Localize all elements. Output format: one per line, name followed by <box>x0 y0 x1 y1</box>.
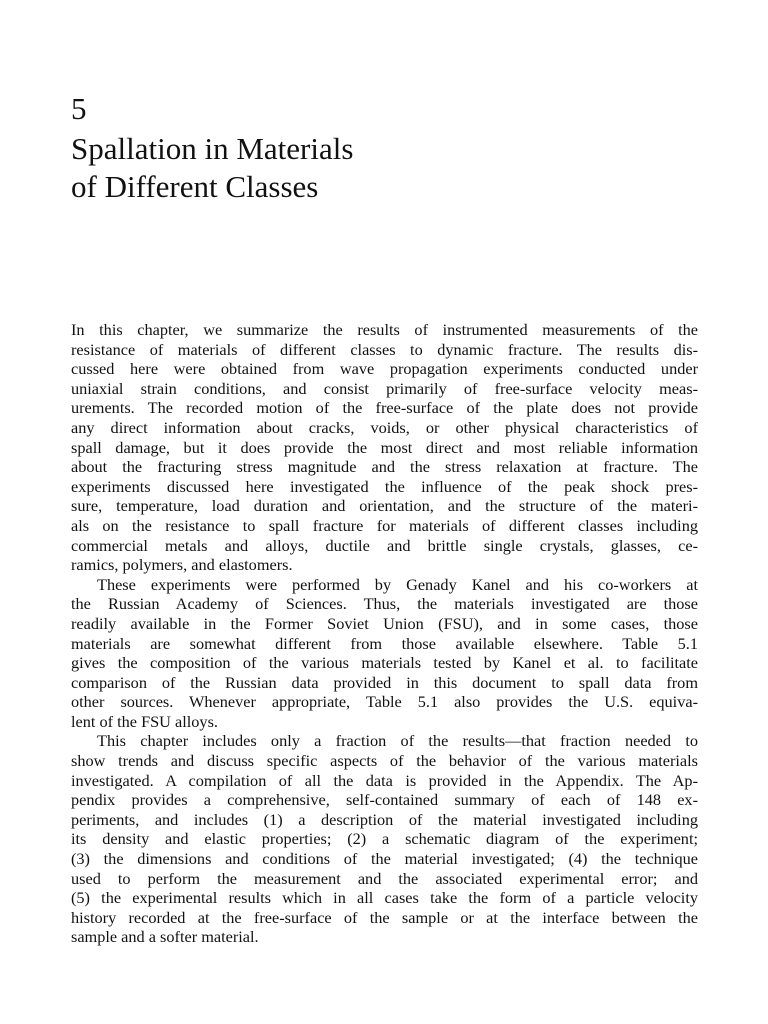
text-line: uniaxial strain conditions, and consist primarily of free-surface velocity meas- <box>71 378 698 398</box>
text-line: its density and elastic properties; (2) a schematic diagram of the experiment; <box>71 829 698 849</box>
text-line: (5) the experimental results which in all cases take the form of a particle velocity <box>71 888 698 908</box>
text-line: In this chapter, we summarize the results of instrumented measurements of the <box>71 320 698 339</box>
text-line: resistance of materials of different classes to dynamic fracture. The results dis- <box>71 339 698 359</box>
text-line: These experiments were performed by Genady Kanel and his co-workers at <box>97 574 698 594</box>
text-line: als on the resistance to spall fracture for materials of different classes including <box>71 515 698 535</box>
text-line: comparison of the Russian data provided in this document to spall data from <box>71 672 698 692</box>
text-line: pendix provides a comprehensive, self-contained summary of each of 148 ex- <box>71 790 698 810</box>
text-line: show trends and discuss specific aspects of the behavior of the various materials <box>71 751 698 771</box>
chapter-number: 5 <box>71 91 87 126</box>
text-line: the Russian Academy of Sciences. Thus, the materials investigated are those <box>71 594 698 614</box>
text-line: other sources. Whenever appropriate, Table 5.1 also provides the U.S. equiva- <box>71 692 698 712</box>
text-line: about the fracturing stress magnitude and the stress relaxation at fracture. The <box>71 457 698 477</box>
paragraph <box>71 575 698 732</box>
chapter-title-line: of Different Classes <box>71 169 319 204</box>
text-line: (3) the dimensions and conditions of the material investigated; (4) the technique <box>71 849 698 869</box>
text-line: readily available in the Former Soviet Union (FSU), and in some cases, those <box>71 613 698 633</box>
text-line: commercial metals and alloys, ductile and brittle single crystals, glasses, ce- <box>71 535 698 555</box>
text-line: any direct information about cracks, voids, or other physical characteristics of <box>71 417 698 437</box>
text-line: cussed here were obtained from wave propagation experiments conducted under <box>71 359 698 379</box>
text-line: used to perform the measurement and the associated experimental error; and <box>71 868 698 888</box>
chapter-title-line: Spallation in Materials <box>71 131 354 166</box>
text-line: sample and a softer material. <box>71 927 259 947</box>
text-line: investigated. A compilation of all the data is provided in the Appendix. The Ap- <box>71 770 698 790</box>
paragraph <box>71 731 698 947</box>
text-line: ramics, polymers, and elastomers. <box>71 555 293 575</box>
text-line: materials are somewhat different from those available elsewhere. Table 5.1 <box>71 633 698 653</box>
paragraph <box>71 320 698 575</box>
text-line: periments, and includes (1) a description of the material investigated including <box>71 809 698 829</box>
text-line: spall damage, but it does provide the most direct and most reliable information <box>71 437 698 457</box>
text-line: urements. The recorded motion of the free-surface of the plate does not provide <box>71 398 698 418</box>
chapter-body <box>71 320 698 947</box>
text-line: sure, temperature, load duration and orientation, and the structure of the materi- <box>71 496 698 516</box>
text-line: This chapter includes only a fraction of the results—that fraction needed to <box>97 731 698 751</box>
chapter-title <box>71 130 671 206</box>
text-line: gives the composition of the various materials tested by Kanel et al. to facilitate <box>71 653 698 673</box>
text-line: experiments discussed here investigated the influence of the peak shock pres- <box>71 476 698 496</box>
text-line: lent of the FSU alloys. <box>71 711 218 731</box>
text-line: history recorded at the free-surface of the sample or at the interface between the <box>71 907 698 927</box>
